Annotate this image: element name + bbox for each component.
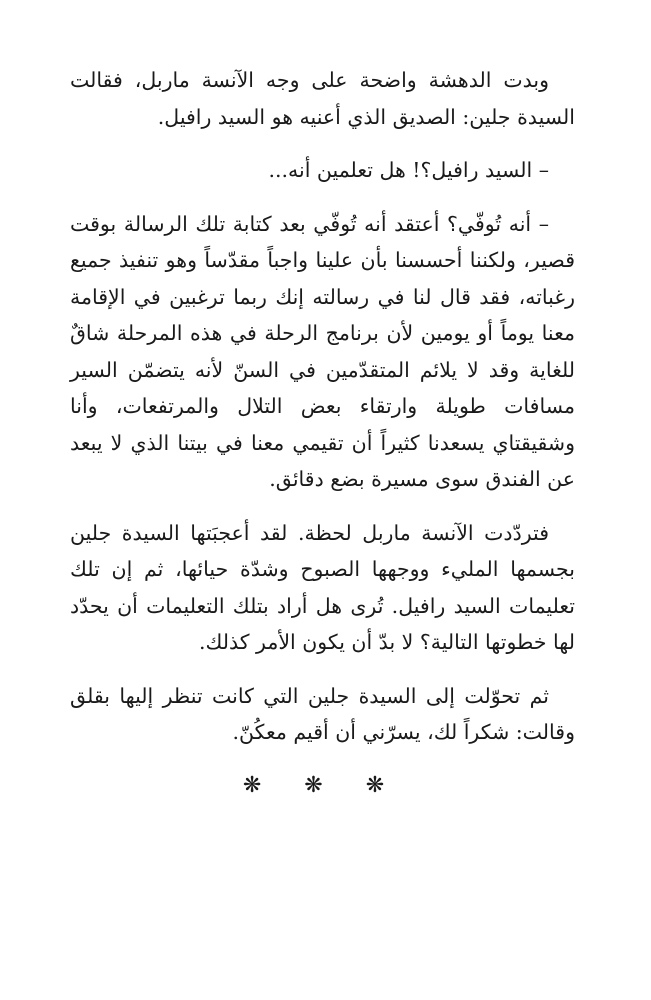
paragraph-3: – أنه تُوفّي؟ أعتقد أنه تُوفّي بعد كتابة تلك الرسالة بوقت قصير، ولكننا أحسسنا بأن علينا واجباً مقدّساً وهو تنفيذ جميع رغباته، فقد قال لنا في رسالته إنك ربما ترغبين في الإقامة معنا يوماً أو يومين لأن برنامج الرحلة في هذه المرحلة شاقٌ للغاية وقد لا يلائم المتقدّمين في السنّ لأنه يتضمّن السير مسافات طويلة وارتقاء بعض التلال والمرتفعات، وأنا وشقيقتاي يسعدنا كثيراً أن تقيمي معنا في بيتنا الذي لا يبعد عن الفندق سوى مسيرة بضع دقائق. [70,211,575,491]
paragraph-1: وبدت الدهشة واضحة على وجه الآنسة ماربل، فقالت السيدة جلين: الصديق الذي أعنيه هو السيد رافيل. [70,68,575,129]
paragraph-2: – السيد رافيل؟! هل تعلمين أنه... [268,158,549,182]
paragraph-4: فتردّدت الآنسة ماربل لحظة. لقد أعجبَتها السيدة جلين بجسمها المليء ووجهها الصبوح وشدّة حيائها، ثم إن تلك تعليمات السيد رافيل. تُرى هل أراد بتلك التعليمات أن يحدّد لها خطوتها التالية؟ لا بدّ أن يكون الأمر كذلك. [70,520,575,654]
paragraph-5: ثم تحوّلت إلى السيدة جلين التي كانت تنظر إليها بقلق وقالت: شكراً لك، يسرّني أن أقيم معكُنّ. [70,683,575,744]
section-separator: ❋ ❋ ❋ [242,772,403,798]
